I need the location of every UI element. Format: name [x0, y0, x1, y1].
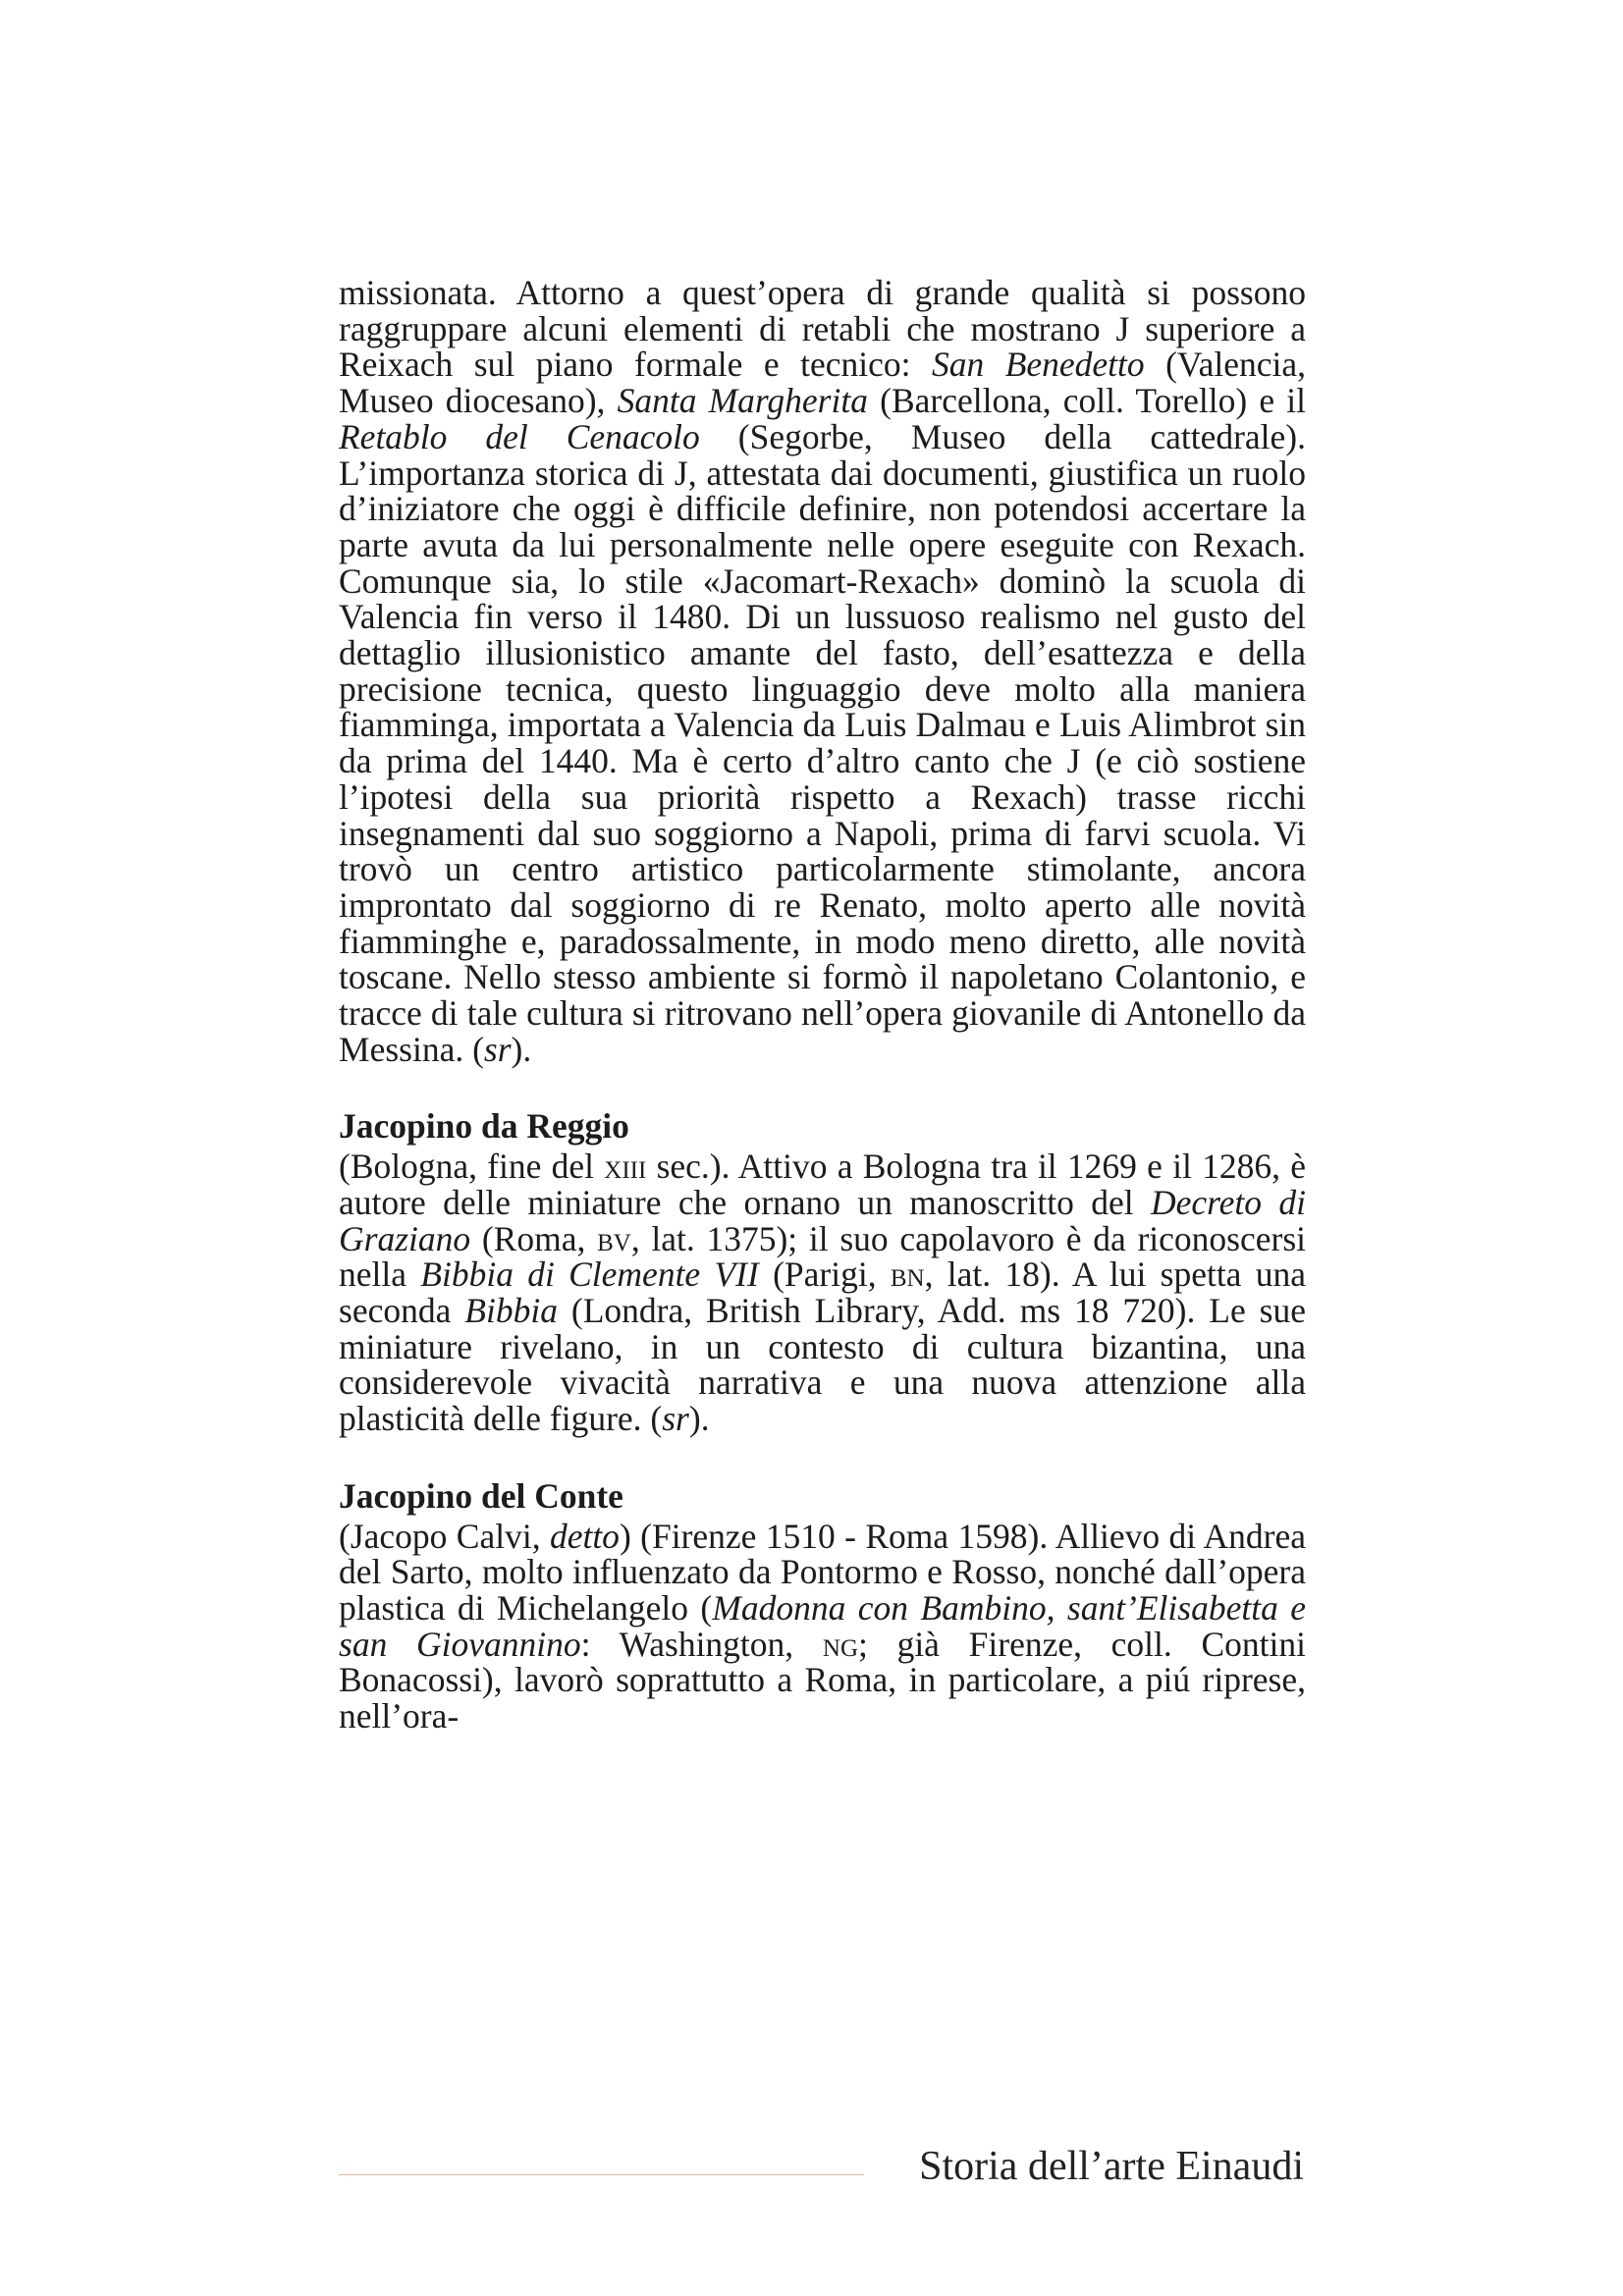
artwork-title: Bibbia di Clemente VII — [420, 1255, 759, 1295]
artwork-title: Santa Margherita — [617, 381, 868, 421]
text-run: sec.). Attivo a Bologna tra il 1269 e il 1286, è autore delle miniature che ornano un manoscritto del — [339, 1147, 1306, 1222]
author-signature: sr — [483, 1029, 512, 1069]
entry-jacopino-da-reggio — [339, 1106, 1306, 1439]
text-run: ). — [688, 1399, 710, 1439]
entry-title: Jacopino da Reggio — [339, 1106, 629, 1147]
artwork-title: Retablo del Cenacolo — [339, 416, 700, 456]
entry-jacopino-del-conte — [339, 1475, 1307, 1736]
text-run: (Segorbe, Museo della cattedrale). L’importanza storica di J, attestata dai documenti, giustifica un ruolo d’iniziatore che oggi è difficile definire, non potendosi accertare la parte avuta da lui personalmente nelle opere eseguite con Rexach. Comunque sia, lo stile «Jacomart-Rexach» dominò la scuola di Valencia fin verso il 1480. Di un lussuoso realismo nel gusto del dettaglio illusionistico amante del fasto, dell’esattezza e della precisione tecnica, questo linguaggio deve molto alla maniera fiamminga, importata a Valencia da Luis Dalmau e Luis Alimbrot sin da prima del 1440. Ma è certo d’altro canto che J (e ciò sostiene l’ipotesi della sua priorità rispetto a Rexach) trasse ricchi insegnamenti dal suo soggiorno a Napoli, prima di farvi scuola. Vi trovò un centro artistico particolarmente stimolante, ancora improntato dal soggiorno di re Renato, molto aperto alle novità fiamminghe e, paradossalmente, in modo meno diretto, alle novità toscane. Nello stesso ambiente si formò il napoletano Colantonio, e tracce di tale cultura si ritrovano nell’opera giovanile di Antonello da Messina. ( — [339, 416, 1306, 1069]
text-run: (Bologna, fine del — [339, 1147, 605, 1187]
artwork-title: San Benedetto — [931, 345, 1145, 385]
entry-title: Jacopino del Conte — [339, 1475, 623, 1516]
small-caps-run: bn — [890, 1255, 925, 1295]
small-caps-run: bv — [597, 1218, 631, 1258]
artwork-title: Decreto di Graziano — [339, 1182, 1306, 1258]
text-run: ; già Firenze, coll. Contini Bonacossi), lavorò soprattutto a Roma, in particolare, a piú riprese, nell’ora- — [339, 1624, 1307, 1736]
text-run: (Parigi, — [758, 1255, 891, 1295]
text-run: ). — [511, 1029, 532, 1069]
small-caps-run: xiii — [604, 1147, 647, 1187]
italic-run: detto — [549, 1516, 620, 1556]
text-run: missionata. Attorno a quest’opera di grande qualità si possono raggruppare alcuni elementi di retabli che mostrano J superiore a Reixach sul piano formale e tecnico: — [339, 273, 1306, 385]
text-run: (Barcellona, coll. Torello) e il — [867, 381, 1306, 421]
intro-paragraph — [339, 275, 1306, 1067]
author-signature: sr — [662, 1399, 689, 1439]
footer-publisher: Storia dell’arte Einaudi — [919, 2144, 1304, 2189]
text-run: , lat. 18). A lui spetta una seconda — [339, 1255, 1306, 1330]
small-caps-run: ng — [822, 1624, 858, 1664]
text-run: : Washington, — [580, 1624, 823, 1664]
text-run: (Jacopo Calvi, — [339, 1516, 550, 1556]
text-run: (Valencia, Museo diocesano), — [339, 345, 1307, 421]
page-body — [339, 275, 1306, 1735]
entry-paragraph — [339, 1148, 1306, 1437]
entry-paragraph — [339, 1516, 1307, 1736]
artwork-title: Madonna con Bambino, sant’Elisabetta e san Giovannino — [339, 1587, 1306, 1664]
text-run: (Londra, British Library, Add. ms 18 720). Le sue miniature rivelano, in un contesto di cultura bizantina, una considerevole vivacità narrativa e una nuova attenzione alla plasticità delle figure. ( — [339, 1290, 1306, 1439]
text-run: , lat. 1375); il suo capolavoro è da riconoscersi nella — [339, 1218, 1306, 1295]
artwork-title: Bibbia — [464, 1290, 558, 1330]
text-run: (Roma, — [470, 1218, 598, 1258]
footer-rule — [339, 2174, 864, 2175]
text-run: ) (Firenze 1510 - Roma 1598). Allievo di Andrea del Sarto, molto influenzato da Pontormo e Rosso, nonché dall’opera plastica di Michelangelo ( — [339, 1516, 1307, 1628]
